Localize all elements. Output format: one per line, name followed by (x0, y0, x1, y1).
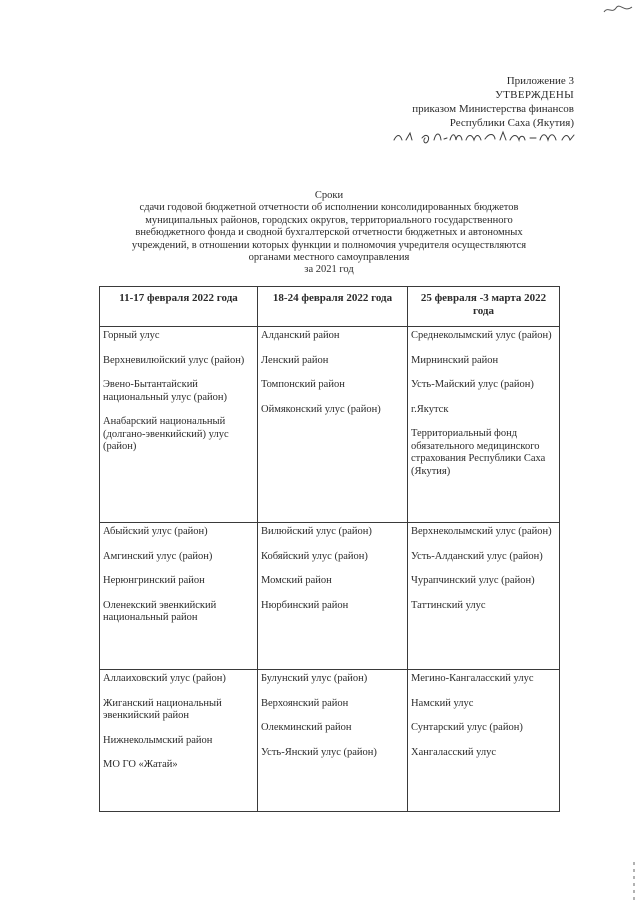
district-entry: Верхоянский район (261, 697, 349, 709)
district-entry: Нижнеколымский район (103, 734, 213, 746)
scan-edge-mark (631, 862, 637, 902)
district-entry: Аллаиховский улус (район) (103, 673, 226, 684)
district-entry: Ленский район (261, 354, 329, 366)
title-line-5: учреждений, в отношении которых функции и полномочия учредителя осуществляются (131, 239, 527, 251)
district-entry: Томпонский район (261, 379, 345, 390)
appendix-label: Приложение 3 (506, 75, 574, 87)
order-line-1: приказом Министерства финансов (412, 103, 574, 115)
district-entry: Среднеколымский улус (район) (411, 330, 552, 341)
table-cell (258, 327, 408, 523)
district-entry: Намский улус (411, 697, 474, 709)
column-header: 25 февраля -3 марта 2022 года (408, 287, 560, 327)
table-cell (100, 523, 258, 670)
district-entry: Горный улус (103, 330, 160, 341)
district-entry: Хангаласский улус (411, 746, 497, 758)
district-entry: Эвено-Бытантайский национальный улус (район) (103, 379, 228, 403)
table-row (100, 327, 560, 523)
document-title (74, 190, 584, 277)
table-row (100, 670, 560, 812)
district-entry: Усть-Алданский улус (район) (411, 550, 543, 562)
scan-mark-top-right (602, 4, 634, 16)
table-header-row (100, 287, 560, 327)
order-line-2: Республики Саха (Якутия) (449, 117, 574, 129)
title-line-6: органами местного самоуправления (248, 252, 410, 264)
deadline-table (99, 286, 560, 812)
district-entry: Оленекский эвенкийский национальный район (103, 599, 217, 623)
district-entry: Таттинский улус (411, 599, 486, 611)
handwritten-order-reference (392, 128, 582, 146)
title-line-2: сдачи годовой бюджетной отчетности об исполнении консолидированных бюджетов (139, 202, 519, 214)
district-entry: Сунтарский улус (район) (411, 722, 523, 733)
table-cell (408, 523, 560, 670)
table-cell (408, 327, 560, 523)
district-entry: Абыйский улус (район) (103, 526, 208, 537)
approved-label: УТВЕРЖДЕНЫ (495, 89, 574, 101)
district-entry: Мирнинский район (411, 354, 499, 366)
title-line-4: внебюджетного фонда и сводной бухгалтерской отчетности бюджетных и автономных (135, 227, 523, 239)
district-entry: Верхнеколымский улус (район) (411, 526, 552, 537)
district-entry: Жиганский национальный эвенкийский район (103, 697, 222, 721)
table-cell (408, 670, 560, 812)
table-cell (100, 327, 258, 523)
district-entry: Олекминский район (261, 722, 352, 733)
district-entry: Анабарский национальный (долгано-эвенкийский) улус (район) (103, 416, 229, 452)
table-row (100, 523, 560, 670)
district-entry: Момский район (261, 575, 332, 586)
column-header: 18-24 февраля 2022 года (258, 287, 408, 327)
district-entry: Нюрбинский район (261, 599, 349, 611)
district-entry: Булунский улус (район) (261, 673, 368, 684)
table-cell (258, 523, 408, 670)
approval-header (274, 74, 574, 130)
district-entry: Алданский район (261, 330, 340, 341)
district-entry: Мегино-Кангаласский улус (411, 673, 534, 684)
district-entry: Территориальный фонд обязательного медицинского страхования Республики Саха (Якутия) (411, 428, 546, 477)
table-cell (258, 670, 408, 812)
table-cell (100, 670, 258, 812)
district-entry: МО ГО «Жатай» (103, 759, 178, 770)
district-entry: Нерюнгринский район (103, 575, 205, 586)
title-line-3: муниципальных районов, городских округов, территориального государственного (145, 214, 513, 226)
district-entry: Усть-Майский улус (район) (411, 379, 534, 390)
district-entry: г.Якутск (411, 403, 449, 415)
column-header: 11-17 февраля 2022 года (100, 287, 258, 327)
title-line-1: Сроки (314, 190, 344, 201)
district-entry: Вилюйский улус (район) (261, 526, 372, 537)
title-line-7: за 2021 год (304, 264, 354, 276)
district-entry: Амгинский улус (район) (103, 550, 213, 562)
district-entry: Чурапчинский улус (район) (411, 575, 535, 586)
district-entry: Усть-Янский улус (район) (261, 746, 377, 758)
district-entry: Оймяконский улус (район) (261, 403, 381, 415)
district-entry: Кобяйский улус (район) (261, 550, 368, 562)
district-entry: Верхневилюйский улус (район) (103, 354, 245, 366)
